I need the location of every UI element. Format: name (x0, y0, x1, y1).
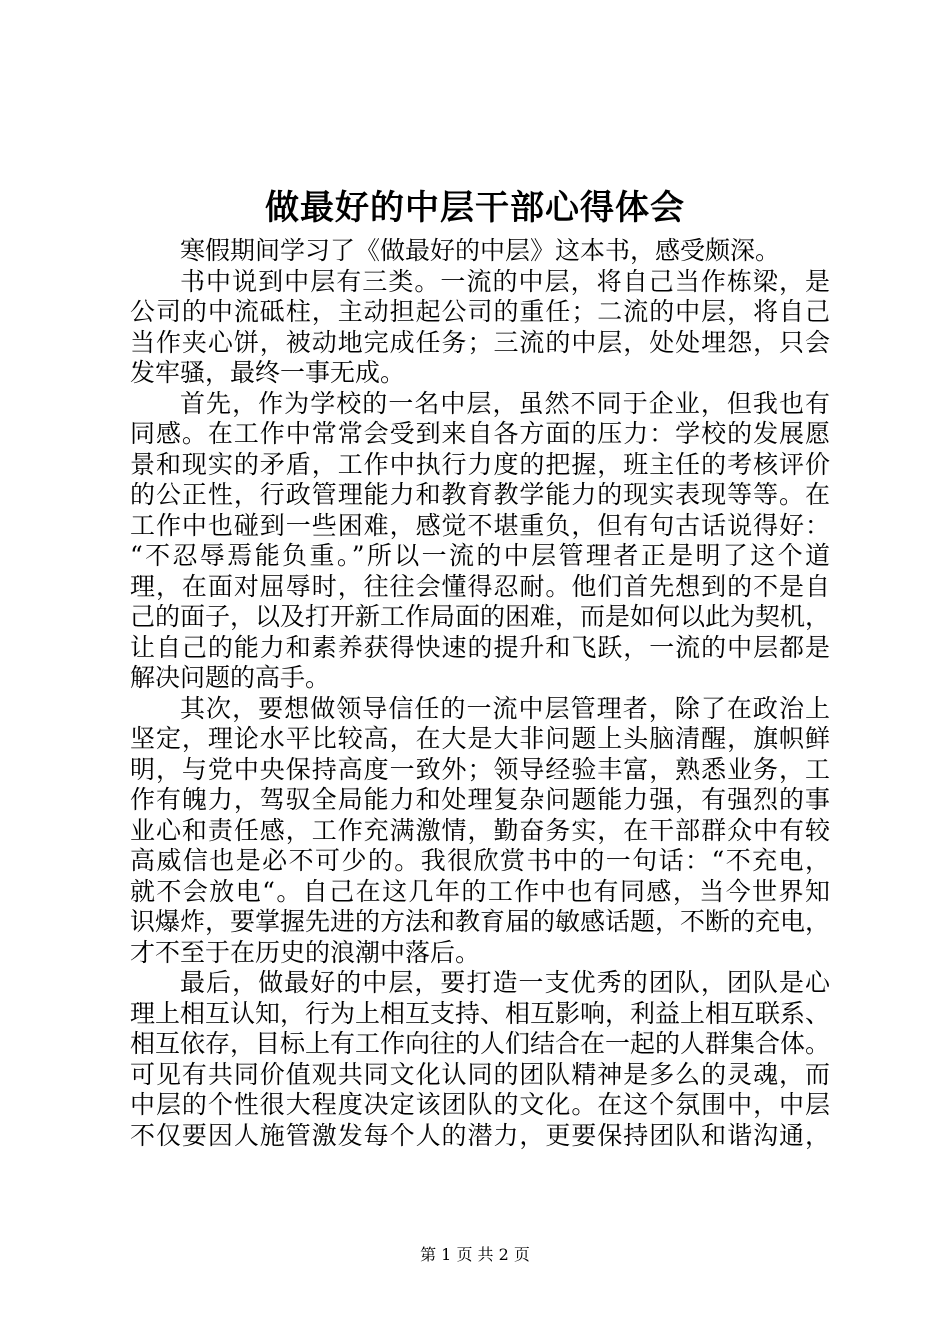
text-line: 相互依存，目标上有工作向往的人们结合在一起的人群集合体。 (130, 1029, 831, 1058)
text-line: 寒假期间学习了《做最好的中层》这本书，感受颇深。 (180, 236, 781, 265)
text-line: 理上相互认知，行为上相互支持、相互影响，利益上相互联系、 (130, 998, 831, 1028)
text-line: 作有魄力，驾驭全局能力和处理复杂问题能力强，有强烈的事 (130, 785, 830, 814)
document-title: 做最好的中层干部心得体会 (265, 188, 685, 228)
text-line: 当作夹心饼，被动地完成任务；三流的中层，处处埋怨，只会 (130, 327, 830, 357)
text-line: 最后，做最好的中层，要打造一支优秀的团队，团队是心 (180, 968, 830, 997)
text-line: 中层的个性很大程度决定该团队的文化。在这个氛围中，中层 (130, 1090, 830, 1119)
text-line: 其次，要想做领导信任的一流中层管理者，除了在政治上 (180, 693, 830, 723)
text-line: 工作中也碰到一些困难，感觉不堪重负，但有句古话说得好： (130, 510, 830, 540)
text-line: 同感。在工作中常常会受到来自各方面的压力：学校的发展愿 (130, 419, 830, 448)
text-line: 识爆炸，要掌握先进的方法和教育届的敏感话题，不断的充电， (130, 907, 831, 936)
text-line: 己的面子，以及打开新工作局面的困难，而是如何以此为契机， (130, 602, 831, 631)
text-line: 可见有共同价值观共同文化认同的团队精神是多么的灵魂，而 (130, 1059, 830, 1089)
text-line: 明，与党中央保持高度一致外；领导经验丰富，熟悉业务，工 (130, 754, 830, 784)
text-line: 业心和责任感，工作充满激情，勤奋务实，在干部群众中有较 (130, 815, 830, 845)
text-line: 就不会放电“。自己在这几年的工作中也有同感，当今世界知 (130, 876, 830, 906)
text-line: 理，在面对屈辱时，往往会懂得忍耐。他们首先想到的不是自 (130, 571, 830, 601)
text-line: “不忍辱焉能负重。”所以一流的中层管理者正是明了这个道 (130, 541, 830, 570)
text-line: 公司的中流砥柱，主动担起公司的重任；二流的中层，将自己 (130, 297, 830, 326)
text-line: 不仅要因人施管激发每个人的潜力，更要保持团队和谐沟通， (130, 1120, 830, 1150)
text-line: 才不至于在历史的浪潮中落后。 (130, 937, 481, 967)
text-line: 景和现实的矛盾，工作中执行力度的把握，班主任的考核评价 (130, 449, 830, 479)
text-line: 让自己的能力和素养获得快速的提升和飞跃，一流的中层都是 (130, 632, 830, 662)
document-body (130, 236, 830, 1151)
text-line: 的公正性，行政管理能力和教育教学能力的现实表现等等。在 (130, 480, 830, 509)
text-line: 解决问题的高手。 (130, 663, 331, 692)
page-footer: 第 1 页 共 2 页 (420, 1245, 530, 1264)
text-line: 发牢骚，最终一事无成。 (130, 358, 406, 387)
text-line: 高威信也是必不可少的。我很欣赏书中的一句话：“不充电， (130, 846, 830, 875)
text-line: 坚定，理论水平比较高，在大是大非问题上头脑清醒，旗帜鲜 (130, 724, 830, 753)
text-line: 书中说到中层有三类。一流的中层，将自己当作栋梁，是 (180, 266, 830, 296)
text-line: 首先，作为学校的一名中层，虽然不同于企业，但我也有 (180, 388, 830, 418)
